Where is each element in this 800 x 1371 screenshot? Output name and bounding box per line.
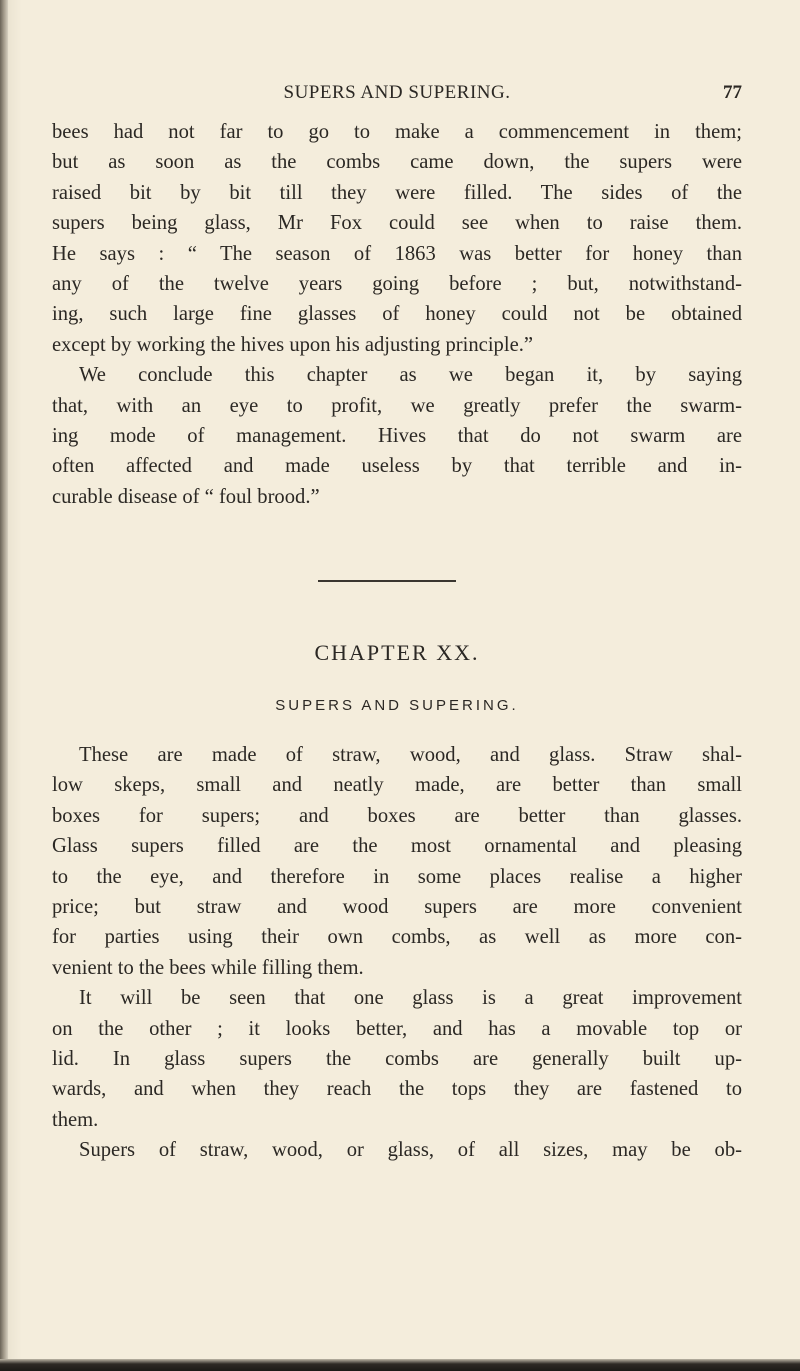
text-line: ing mode of management. Hives that do not swarm are — [52, 425, 742, 448]
running-title: SUPERS AND SUPERING. — [283, 82, 511, 103]
chapter-heading: CHAPTER XX. — [314, 640, 480, 665]
page-bottom-edge — [0, 1359, 800, 1371]
chapter-paragraph-3 — [52, 1135, 742, 1165]
text-line: It will be seen that one glass is a great improvement — [79, 987, 742, 1010]
running-head — [52, 82, 742, 108]
text-line: for parties using their own combs, as well as more con- — [52, 926, 742, 949]
page-number: 77 — [723, 82, 742, 103]
text-line: any of the twelve years going before ; but, notwithstand- — [52, 273, 742, 296]
text-line: ing, such large fine glasses of honey could not be obtained — [52, 303, 742, 326]
text-line: often affected and made useless by that terrible and in- — [52, 455, 742, 478]
chapter-paragraph-1 — [52, 740, 742, 983]
body-text-chapter — [52, 740, 742, 1166]
page-binding-edge — [0, 0, 8, 1371]
text-line: but as soon as the combs came down, the supers were — [52, 151, 742, 174]
text-line: to the eye, and therefore in some places realise a higher — [52, 865, 742, 888]
continued-paragraph — [52, 117, 742, 360]
text-line: supers being glass, Mr Fox could see when to raise them. — [52, 212, 742, 235]
text-line: wards, and when they reach the tops they are fastened to — [52, 1078, 742, 1101]
text-line: We conclude this chapter as we began it, by saying — [79, 364, 742, 387]
text-line: on the other ; it looks better, and has a movable top or — [52, 1017, 742, 1040]
text-line: Supers of straw, wood, or glass, of all sizes, may be ob- — [79, 1139, 742, 1162]
text-line: curable disease of “ foul brood.” — [52, 485, 320, 508]
text-line: that, with an eye to profit, we greatly prefer the swarm- — [52, 394, 742, 417]
chapter-subheading: SUPERS AND SUPERING. — [275, 697, 519, 714]
text-line: except by working the hives upon his adjusting principle.” — [52, 333, 533, 356]
text-line: These are made of straw, wood, and glass. Straw shal- — [79, 744, 742, 766]
text-line: He says : “ The season of 1863 was better for honey than — [52, 242, 742, 265]
text-line: them. — [52, 1108, 99, 1131]
text-line: low skeps, small and neatly made, are better than small — [52, 774, 742, 797]
body-text-top — [52, 117, 742, 512]
section-divider-rule — [318, 580, 456, 582]
closing-paragraph — [52, 360, 742, 512]
chapter-paragraph-2 — [52, 983, 742, 1135]
text-line: lid. In glass supers the combs are generally built up- — [52, 1048, 742, 1071]
text-line: price; but straw and wood supers are more convenient — [52, 896, 742, 919]
text-line: bees had not far to go to make a commencement in them; — [52, 121, 742, 143]
text-line: boxes for supers; and boxes are better than glasses. — [52, 804, 742, 827]
text-line: raised bit by bit till they were filled. The sides of the — [52, 181, 742, 204]
text-line: venient to the bees while filling them. — [52, 956, 364, 979]
text-line: Glass supers filled are the most ornamental and pleasing — [52, 835, 742, 858]
